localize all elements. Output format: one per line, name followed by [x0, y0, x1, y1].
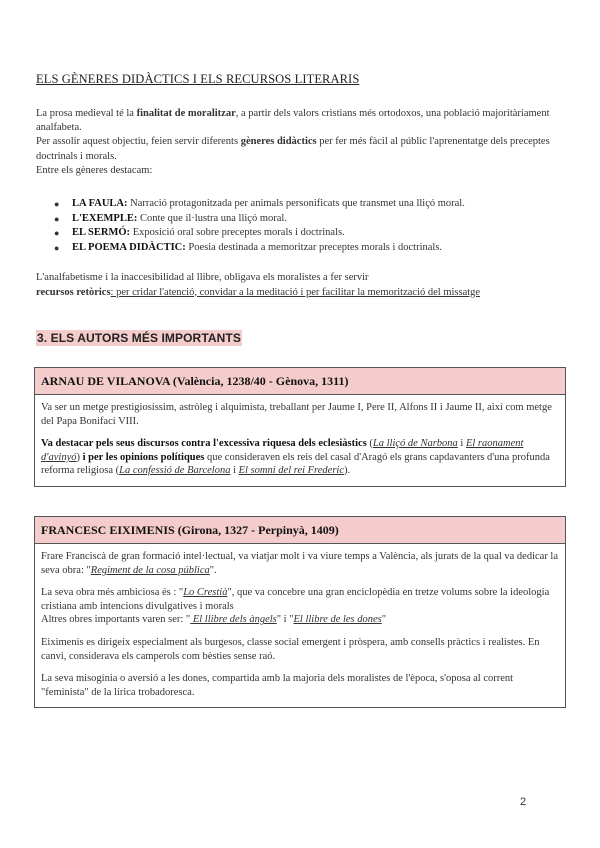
text-span: que consideraven els reis del casal d'Aragó els grans capdavanters d'una profunda reforma religiosa (: [41, 451, 550, 477]
author-body: [35, 395, 565, 486]
bold-generes: gèneres didàctics: [240, 136, 317, 148]
text-span: La prosa medieval té la: [36, 108, 137, 119]
bold-text: Va destacar pels seus discursos contra l'excessiva riquesa dels eclesiàstics: [41, 438, 367, 450]
genre-desc: Narració protagonitzada per animals personificats que transmet una lliçó moral.: [127, 198, 465, 209]
author-paragraph: Va ser un metge prestigiosíssim, astròleg i alquimista, treballant per Jaume I, Pere II, Alfons II i Jaume II, així com metge del Papa Bonifaci VIII.: [41, 402, 552, 427]
work-title: Lo Crestià: [183, 587, 228, 599]
text-span: i: [457, 438, 466, 450]
author-paragraph: [41, 550, 559, 577]
genre-name: EL SERMÓ:: [72, 227, 131, 239]
bold-text: i per les opinions polítiques: [82, 451, 205, 463]
text-span: Per assolir aquest objectiu, feien servir diferents: [36, 136, 241, 148]
work-title: La confessió de Barcelona: [119, 465, 231, 477]
author-paragraph: [41, 437, 559, 478]
text-span: , a partir dels valors cristians més ortodoxos, una població majoritàriament analfabeta.: [36, 108, 550, 134]
author-body: [35, 544, 565, 707]
work-title: El llibre dels àngels: [190, 614, 277, 626]
bullet-icon: ●: [54, 213, 60, 224]
text-span: " i ": [276, 614, 294, 626]
intro-paragraph-1: [36, 107, 566, 135]
work-title: Regiment de la cosa pública: [90, 564, 210, 576]
author-box-arnau: [34, 367, 566, 487]
author-title: ARNAU DE VILANOVA (València, 1238/40 - Gènova, 1311): [35, 368, 565, 395]
page-number: 2: [520, 796, 527, 808]
work-title: El llibre de les dones: [293, 614, 382, 626]
work-title: El raonament d'avinyó: [41, 438, 524, 463]
text-span: i: [230, 465, 239, 477]
genre-name: EL POEMA DIDÀCTIC:: [72, 241, 186, 253]
list-item: [36, 226, 566, 241]
text-span: ", que va concebre una gran enciclopèdia en tretze volums sobre la ideologia cristiana amb intencions divulgatives i morals: [41, 587, 550, 612]
bold-recursos: recursos retòrics: [36, 286, 111, 298]
genre-desc: Exposició oral sobre preceptes morals i doctrinals.: [130, 227, 345, 239]
text-span: Frare Franciscà de gran formació intel·lectual, va viatjar molt i va viure temps a València, als jurats de la qual va dedicar la seva obra: ": [41, 551, 559, 576]
genre-desc: Conte que il·lustra una lliçó moral.: [137, 212, 287, 224]
text-span: (: [366, 438, 373, 450]
bullet-icon: ●: [54, 228, 60, 239]
heading-autors: 3. ELS AUTORS MÉS IMPORTANTS: [37, 331, 241, 345]
genres-list: [36, 197, 566, 255]
genre-name: LA FAULA:: [72, 198, 128, 209]
recursos-line-2: [36, 286, 576, 301]
section-title: ELS GÈNERES DIDÀCTICS I ELS RECURSOS LITERARIS: [36, 72, 360, 86]
work-title: El somni del rei Frederic: [238, 465, 344, 477]
text-span: ): [76, 451, 83, 463]
author-box-eiximenis: [34, 516, 566, 708]
bullet-icon: ●: [54, 199, 60, 209]
author-title: FRANCESC EIXIMENIS (Girona, 1327 - Perpinyà, 1409): [35, 517, 565, 544]
recursos-underlined: : per cridar l'atenció, convidar a la meditació i per facilitar la memorització del missatge: [110, 286, 481, 298]
list-item: [36, 241, 566, 256]
author-paragraph: Eiximenis es dirigeix especialment als burgesos, classe social emergent i pròspera, amb consells pràctics i realistes. En canvi, considerava els camperols com bèsties sense raó.: [41, 636, 540, 662]
intro-paragraph-2: [36, 135, 566, 163]
list-item: [36, 197, 566, 212]
intro-text: [36, 107, 566, 178]
list-item: [36, 212, 566, 227]
recursos-line-1: L'analfabetisme i la inaccesibilidad al llibre, obligava els moralistes a fer servir: [36, 272, 369, 283]
bold-finalitat: finalitat de moralitzar: [136, 108, 236, 119]
bullet-icon: ●: [54, 242, 60, 253]
recursos-paragraph: [36, 271, 576, 300]
intro-paragraph-3: Entre els gèneres destacam:: [36, 164, 153, 176]
text-span: per fer més fàcil al públic l'aprenentatge dels preceptes doctrinals i morals.: [36, 136, 550, 162]
text-span: ": [381, 614, 387, 626]
author-paragraph: La seva misogínia o aversió a les dones, compartida amb la majoria dels moralistes de l'època, s'oposa al corrent "feminista" de la lírica trobadoresca.: [41, 673, 514, 698]
genre-name: L'EXEMPLE:: [72, 212, 138, 224]
text-span: Altres obres importants varen ser: ": [41, 614, 191, 626]
author-paragraph: [41, 586, 559, 627]
text-span: La seva obra més ambiciosa és : ": [41, 587, 184, 599]
text-span: ).: [344, 465, 351, 477]
text-span: ".: [209, 564, 217, 576]
genre-desc: Poesia destinada a memoritzar preceptes morals i doctrinals.: [185, 241, 443, 253]
work-title: La lliçó de Narbona: [372, 438, 458, 450]
